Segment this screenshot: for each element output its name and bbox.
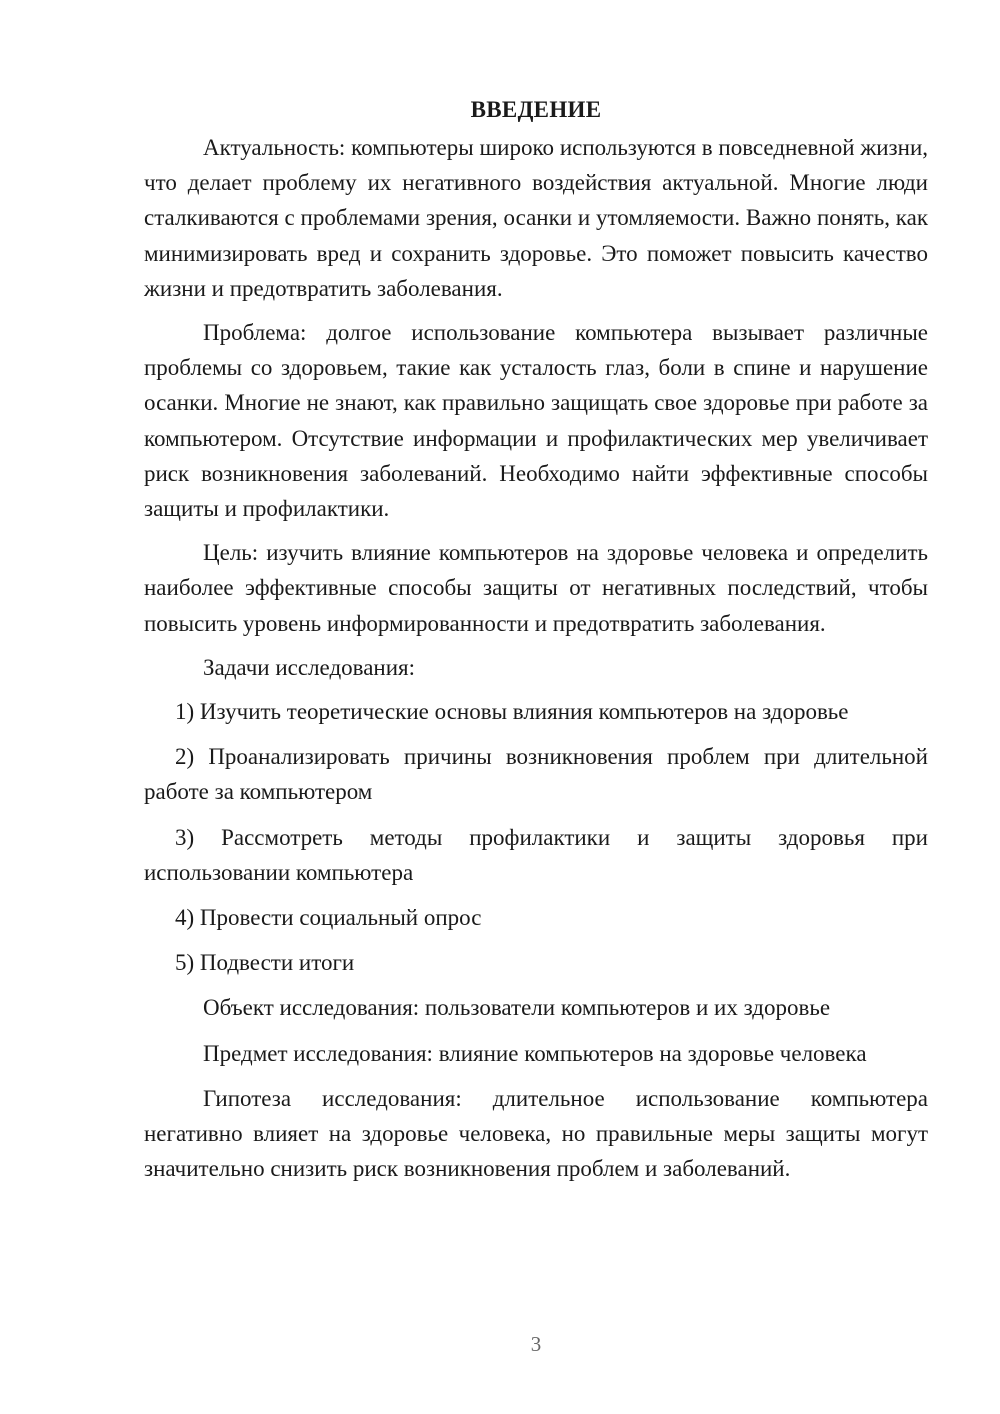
tasks-list [144,694,928,980]
relevance-paragraph: Актуальность: компьютеры широко используются в повседневной жизни, что делает проблему их негативного воздействия актуальной. Многие люди сталкиваются с проблемами зрения, осанки и утомляемости. Важно понять, как минимизировать вред и сохранить здоровье. Это поможет повысить качество жизни и предотвратить заболевания. [144,135,928,301]
task-item: 3) Рассмотреть методы профилактики и защиты здоровья при использовании компьютера [144,824,928,885]
task-item: 4) Провести социальный опрос [175,905,482,931]
problem-paragraph: Проблема: долгое использование компьютера вызывает различные проблемы со здоровьем, такие как усталость глаз, боли в спине и нарушение осанки. Многие не знают, как правильно защищать свое здоровье при работе за компьютером. Отсутствие информации и профилактических мер увеличивает риск возникновения заболеваний. Необходимо найти эффективные способы защиты и профилактики. [144,320,928,522]
task-item: 2) Проанализировать причины возникновения проблем при длительной работе за компьютером [144,744,928,805]
research-object: Объект исследования: пользователи компьютеров и их здоровье [203,995,831,1021]
task-item: 1) Изучить теоретические основы влияния компьютеров на здоровье [175,699,849,725]
hypothesis-paragraph: Гипотеза исследования: длительное использование компьютера негативно влияет на здоровье человека, но правильные меры защиты могут значительно снизить риск возникновения проблем и заболеваний. [144,1085,928,1182]
task-item: 5) Подвести итоги [175,950,355,976]
goal-paragraph: Цель: изучить влияние компьютеров на здоровье человека и определить наиболее эффективные способы защиты от негативных последствий, чтобы повысить уровень информированности и предотвратить заболевания. [144,540,928,636]
section-title: ВВЕДЕНИЕ [470,97,602,122]
research-subject: Предмет исследования: влияние компьютеров на здоровье человека [203,1040,867,1066]
page-number: 3 [530,1332,542,1356]
tasks-heading: Задачи исследования: [203,654,416,680]
document-page [144,92,928,1186]
